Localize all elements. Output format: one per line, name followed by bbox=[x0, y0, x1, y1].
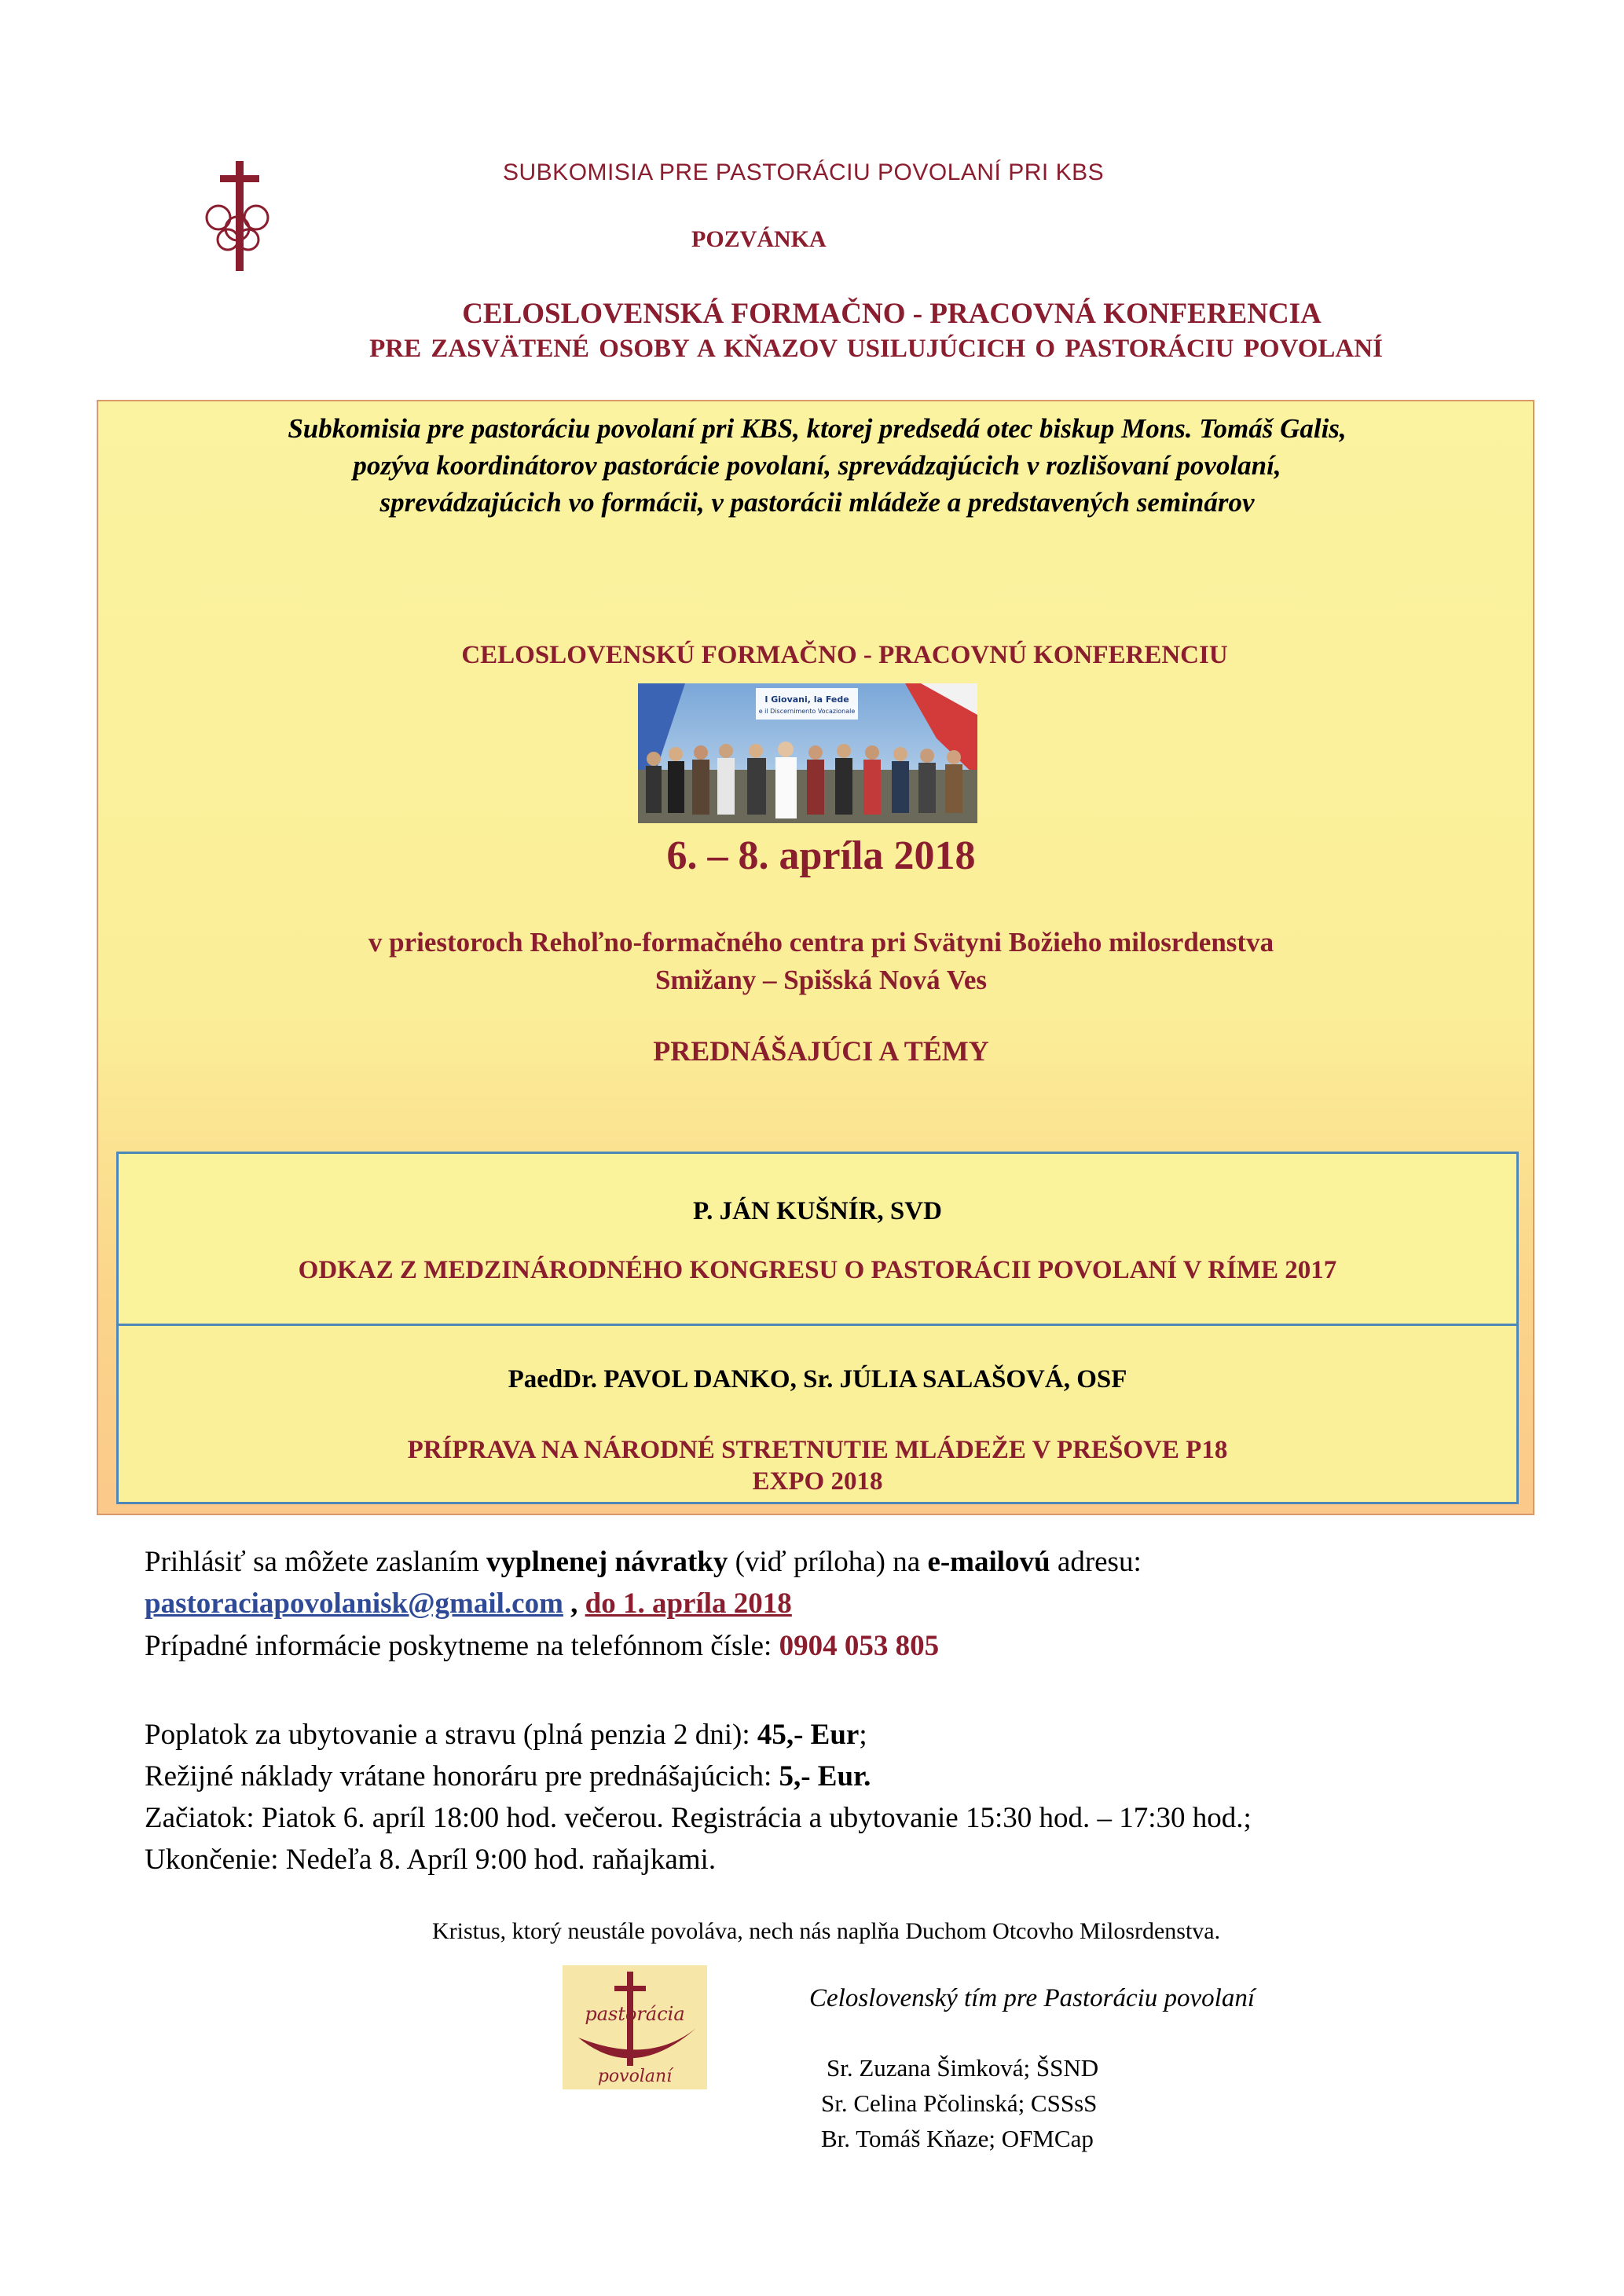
overhead-fee bbox=[145, 1760, 871, 1793]
intro-paragraph bbox=[126, 410, 1509, 521]
talk-speaker: PaedDr. PAVOL DANKO, Sr. JÚLIA SALAŠOVÁ, OSF bbox=[508, 1365, 1127, 1393]
phone-line bbox=[145, 1629, 939, 1663]
logo-text: povolaní bbox=[597, 2067, 673, 2086]
cross-rings-logo bbox=[196, 161, 283, 271]
lodging-fee bbox=[145, 1718, 867, 1752]
talk-topic-line2: EXPO 2018 bbox=[752, 1467, 883, 1496]
venue-line: v priestoroch Rehoľno-formačného centra pri Svätyni Božieho milosrdenstva bbox=[368, 927, 1274, 958]
email-link[interactable]: pastoraciapovolanisk@gmail.com bbox=[145, 1587, 563, 1620]
text-fragment: Prihlásiť sa môžete zaslaním bbox=[145, 1546, 487, 1578]
registration-deadline: do 1. apríla 2018 bbox=[585, 1587, 792, 1620]
intro-line: pozýva koordinátorov pastorácie povolaní, sprevádzajúcich v rozlišovaní povolaní, bbox=[353, 450, 1281, 481]
conference-photo bbox=[638, 683, 977, 823]
conference-subtitle: PRE ZASVÄTENÉ OSOBY A KŇAZOV USILUJÚCICH O PASTORÁCIU POVOLANÍ bbox=[369, 335, 1383, 363]
contact-line bbox=[145, 1587, 792, 1620]
conference-name: CELOSLOVENSKÚ FORMAČNO - PRACOVNÚ KONFERENCIU bbox=[461, 641, 1228, 669]
fee-label: Poplatok za ubytovanie a stravu (plná penzia 2 dni): bbox=[145, 1719, 757, 1751]
email-label: e-mailovú bbox=[927, 1546, 1050, 1578]
end-time: Ukončenie: Nedeľa 8. Apríl 9:00 hod. raňajkami. bbox=[145, 1844, 717, 1876]
fee-label: Režijné náklady vrátane honoráru pre prednášajúcich: bbox=[145, 1760, 779, 1792]
intro-line: sprevádzajúcich vo formácii, v pastorácii mládeže a predstavených seminárov bbox=[379, 487, 1255, 518]
blessing-text: Kristus, ktorý neustále povoláva, nech nás naplňa Duchom Otcovho Milosrdenstva. bbox=[432, 1918, 1221, 1944]
talk-box bbox=[116, 1324, 1519, 1504]
photo-caption: I Giovani, la Fede bbox=[764, 694, 849, 705]
return-form-label: vyplnenej návratky bbox=[486, 1546, 728, 1578]
talk-box bbox=[116, 1152, 1519, 1326]
invitation-label: POZVÁNKA bbox=[691, 226, 827, 252]
fee-amount: 45,- Eur bbox=[757, 1719, 860, 1751]
team-member: Br. Tomáš Kňaze; OFMCap bbox=[821, 2125, 1094, 2152]
text-fragment: (viď príloha) na bbox=[728, 1546, 928, 1578]
speakers-heading: PREDNÁŠAJÚCI A TÉMY bbox=[653, 1035, 989, 1067]
team-name: Celoslovenský tím pre Pastoráciu povolaní bbox=[809, 1984, 1256, 2012]
conference-title: CELOSLOVENSKÁ FORMAČNO - PRACOVNÁ KONFERENCIA bbox=[462, 298, 1322, 330]
talk-topic: ODKAZ Z MEDZINÁRODNÉHO KONGRESU O PASTORÁCII POVOLANÍ V RÍME 2017 bbox=[298, 1256, 1337, 1284]
team-member: Sr. Celina Pčolinská; CSSsS bbox=[821, 2089, 1098, 2117]
text-fragment: adresu: bbox=[1050, 1546, 1142, 1578]
venue-location: Smižany – Spišská Nová Ves bbox=[654, 965, 988, 995]
logo-text: pastorácia bbox=[585, 2003, 685, 2025]
event-date: 6. – 8. apríla 2018 bbox=[666, 833, 976, 878]
phone-number: 0904 053 805 bbox=[779, 1630, 940, 1662]
pastoracia-povolani-logo bbox=[563, 1965, 707, 2089]
phone-label: Prípadné informácie poskytneme na telefónnom čísle: bbox=[145, 1630, 779, 1662]
fee-amount: 5,- Eur. bbox=[779, 1760, 871, 1792]
start-time: Začiatok: Piatok 6. apríl 18:00 hod. večerou. Registrácia a ubytovanie 15:30 hod. – 17:30 hod.; bbox=[145, 1802, 1252, 1834]
text-fragment: ; bbox=[859, 1719, 867, 1751]
photo-caption: e il Discernimento Vocazionale bbox=[758, 708, 856, 715]
separator: , bbox=[563, 1587, 585, 1620]
intro-line: Subkomisia pre pastoráciu povolaní pri KBS, ktorej predsedá otec biskup Mons. Tomáš Galis, bbox=[288, 413, 1347, 444]
talk-speaker: P. JÁN KUŠNÍR, SVD bbox=[693, 1197, 942, 1225]
talk-topic: PRÍPRAVA NA NÁRODNÉ STRETNUTIE MLÁDEŽE V PREŠOVE P18 bbox=[407, 1436, 1228, 1464]
team-member: Sr. Zuzana Šimková; ŠSND bbox=[827, 2054, 1099, 2082]
organization-heading: SUBKOMISIA PRE PASTORÁCIU POVOLANÍ PRI KBS bbox=[503, 159, 1105, 185]
registration-text bbox=[145, 1545, 1142, 1579]
